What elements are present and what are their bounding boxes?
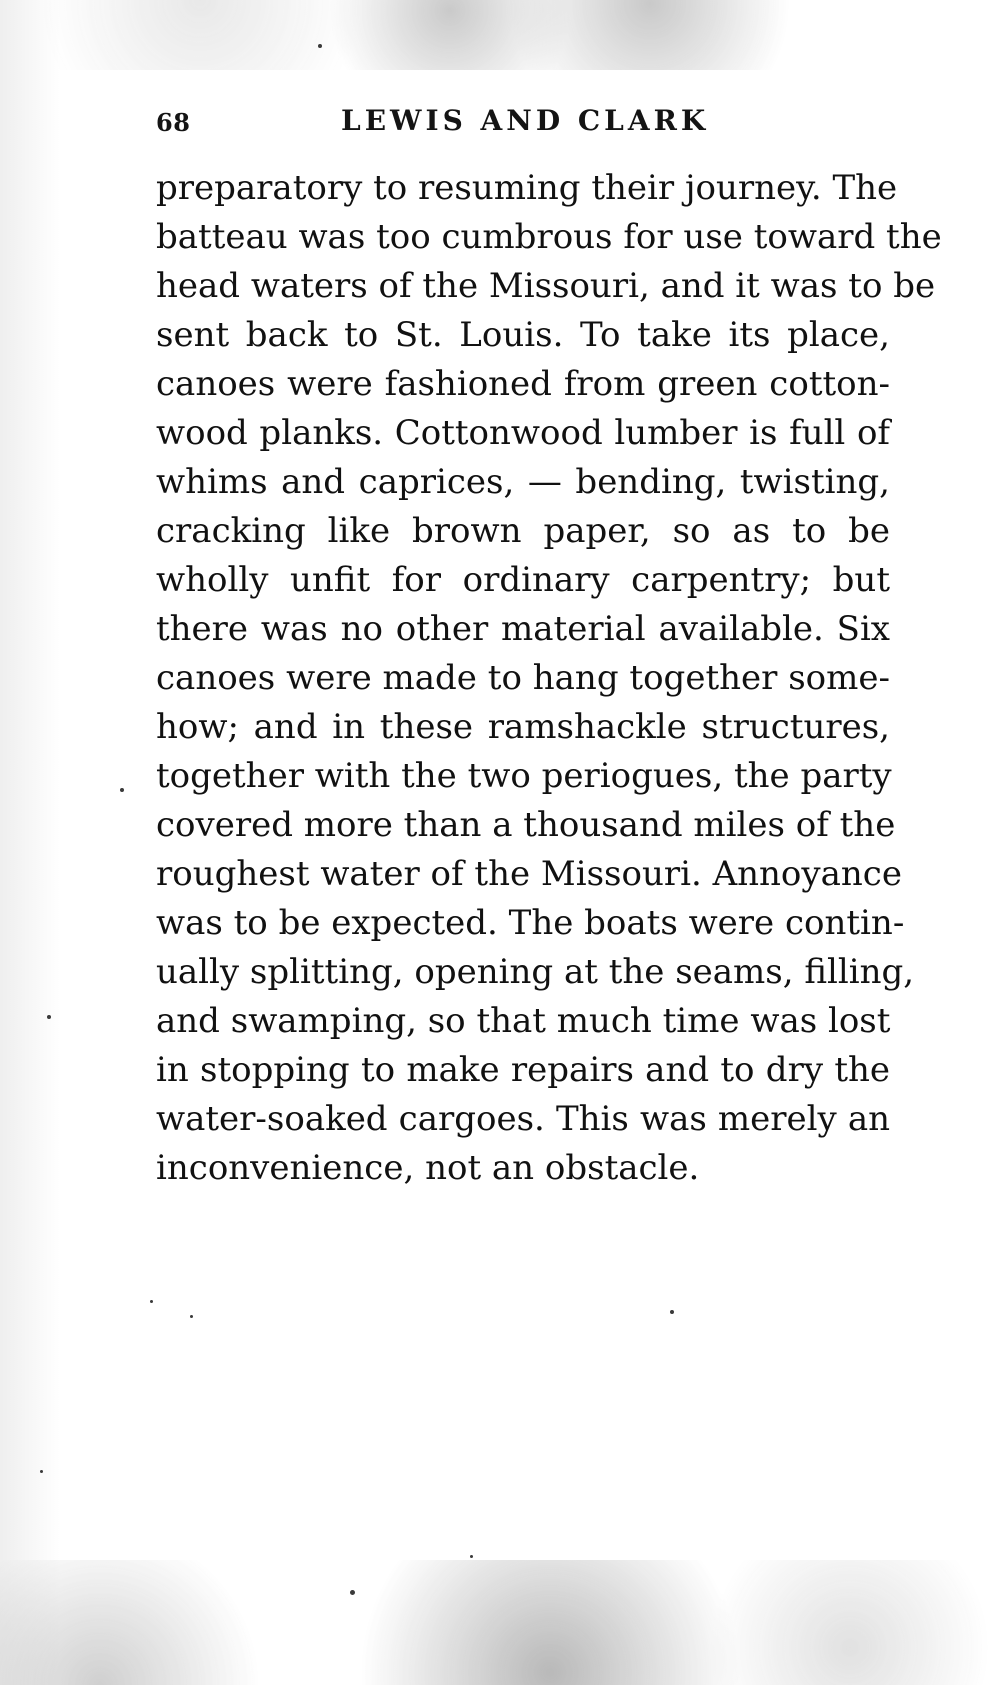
text-line: cracking like brown paper, so as to be — [156, 511, 890, 551]
text-line: preparatory to resuming their journey. The — [156, 168, 898, 208]
page-number: 68 — [156, 108, 191, 137]
body-paragraph — [156, 164, 942, 1193]
scan-speck — [47, 1015, 51, 1019]
scan-noise-top — [0, 0, 1000, 70]
page-edge-shadow — [0, 0, 60, 1685]
scan-speck — [150, 1300, 153, 1303]
text-line: was to be expected. The boats were contin- — [156, 903, 905, 943]
scan-speck — [318, 44, 322, 48]
text-line: and swamping, so that much time was lost — [156, 1001, 891, 1041]
text-line: covered more than a thousand miles of the — [156, 805, 896, 845]
text-line: inconvenience, not an obstacle. — [156, 1148, 700, 1188]
text-line: water-soaked cargoes. This was merely an — [156, 1099, 890, 1139]
text-line: wood planks. Cottonwood lumber is full of — [156, 413, 890, 453]
text-line: ually splitting, opening at the seams, filling, — [156, 952, 915, 992]
scan-speck — [470, 1555, 473, 1558]
text-line: there was no other material available. Six — [156, 609, 890, 649]
scan-speck — [190, 1315, 193, 1318]
text-line: wholly unfit for ordinary carpentry; but — [156, 560, 890, 600]
page-header — [156, 104, 890, 144]
text-line: canoes were fashioned from green cotton- — [156, 364, 890, 404]
text-line: in stopping to make repairs and to dry the — [156, 1050, 890, 1090]
text-line: whims and caprices, — bending, twisting, — [156, 462, 890, 502]
scan-noise-bottom — [0, 1560, 1000, 1685]
text-line: how; and in these ramshackle structures, — [156, 707, 890, 747]
scan-speck — [350, 1590, 355, 1595]
scan-speck — [670, 1310, 674, 1314]
running-head: LEWIS AND CLARK — [341, 104, 710, 137]
text-line: batteau was too cumbrous for use toward the — [156, 217, 942, 257]
text-line: sent back to St. Louis. To take its place, — [156, 315, 890, 355]
text-line: canoes were made to hang together some- — [156, 658, 890, 698]
text-line: head waters of the Missouri, and it was to be — [156, 266, 936, 306]
text-line: together with the two periogues, the party — [156, 756, 892, 796]
text-line: roughest water of the Missouri. Annoyance — [156, 854, 902, 894]
scan-speck — [120, 788, 124, 792]
scan-speck — [40, 1470, 43, 1473]
